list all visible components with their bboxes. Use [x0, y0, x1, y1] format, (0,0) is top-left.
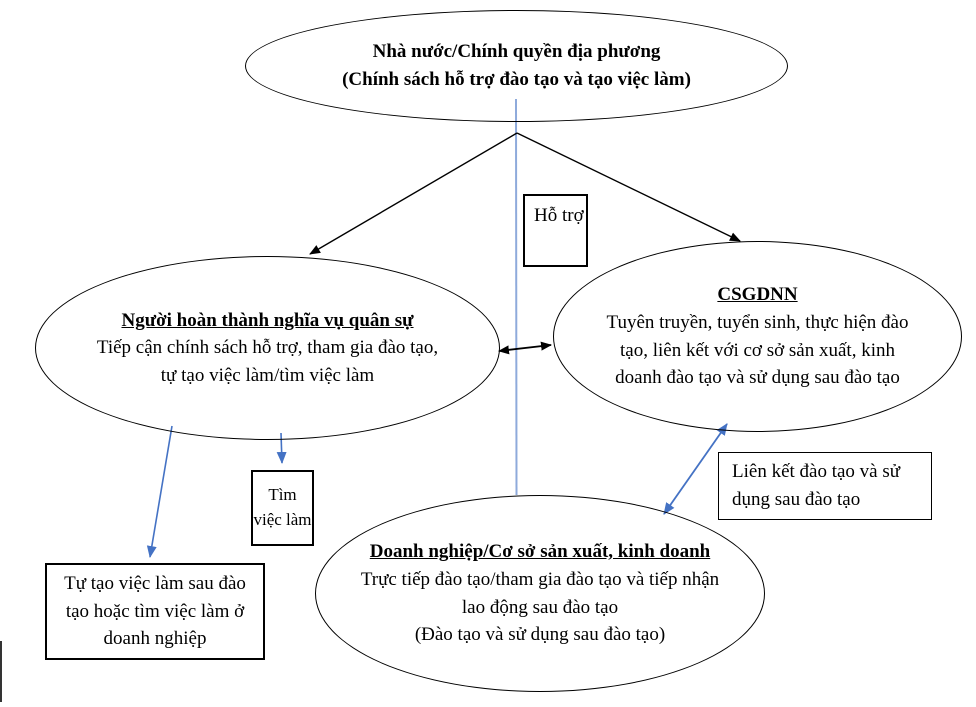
label-box-find-job: [251, 470, 314, 546]
node-csgdnn: [553, 241, 962, 432]
node-csgdnn-body: Tuyên truyền, tuyển sinh, thực hiện đào tạo, liên kết với cơ sở sản xuất, kinh doanh đào tạo và sử dụng sau đào tạo: [606, 311, 909, 389]
node-enterprise-note: (Đào tạo và sử dụng sau đào tạo): [414, 624, 666, 646]
node-enterprise: [315, 495, 765, 692]
label-box-training-link: [718, 452, 932, 520]
label-find-job-text: Tìm việc làm: [253, 485, 312, 529]
label-box-self-employment: [45, 563, 265, 660]
label-support-text: Hỗ trợ: [534, 205, 584, 226]
label-self-employment-text: Tự tạo việc làm sau đào tạo hoặc tìm việc làm ở doanh nghiệp: [64, 573, 246, 650]
node-csgdnn-title: CSGDNN: [717, 284, 798, 306]
node-veterans: [35, 256, 500, 440]
connector-government-veterans: [310, 133, 517, 254]
node-government-subtitle: (Chính sách hỗ trợ đào tạo và tạo việc làm): [342, 69, 691, 90]
connector-veterans-self-employment: [150, 426, 172, 557]
node-enterprise-title: Doanh nghiệp/Cơ sở sản xuất, kinh doanh: [369, 541, 711, 563]
label-training-link-text: Liên kết đào tạo và sử dụng sau đào tạo: [732, 461, 901, 510]
connector-veterans-csgdnn-double-arrow: [499, 345, 551, 351]
node-veterans-title: Người hoàn thành nghĩa vụ quân sự: [121, 309, 414, 331]
node-enterprise-body: Trực tiếp đào tạo/tham gia đào tạo và tiếp nhận lao động sau đào tạo: [360, 568, 720, 618]
node-government: [245, 10, 788, 122]
connector-government-enterprise-support-line: [516, 99, 517, 495]
label-box-support: [523, 194, 588, 267]
node-veterans-body: Tiếp cận chính sách hỗ trợ, tham gia đào tạo, tự tạo việc làm/tìm việc làm: [96, 337, 439, 386]
node-government-title: Nhà nước/Chính quyền địa phương: [372, 41, 661, 63]
